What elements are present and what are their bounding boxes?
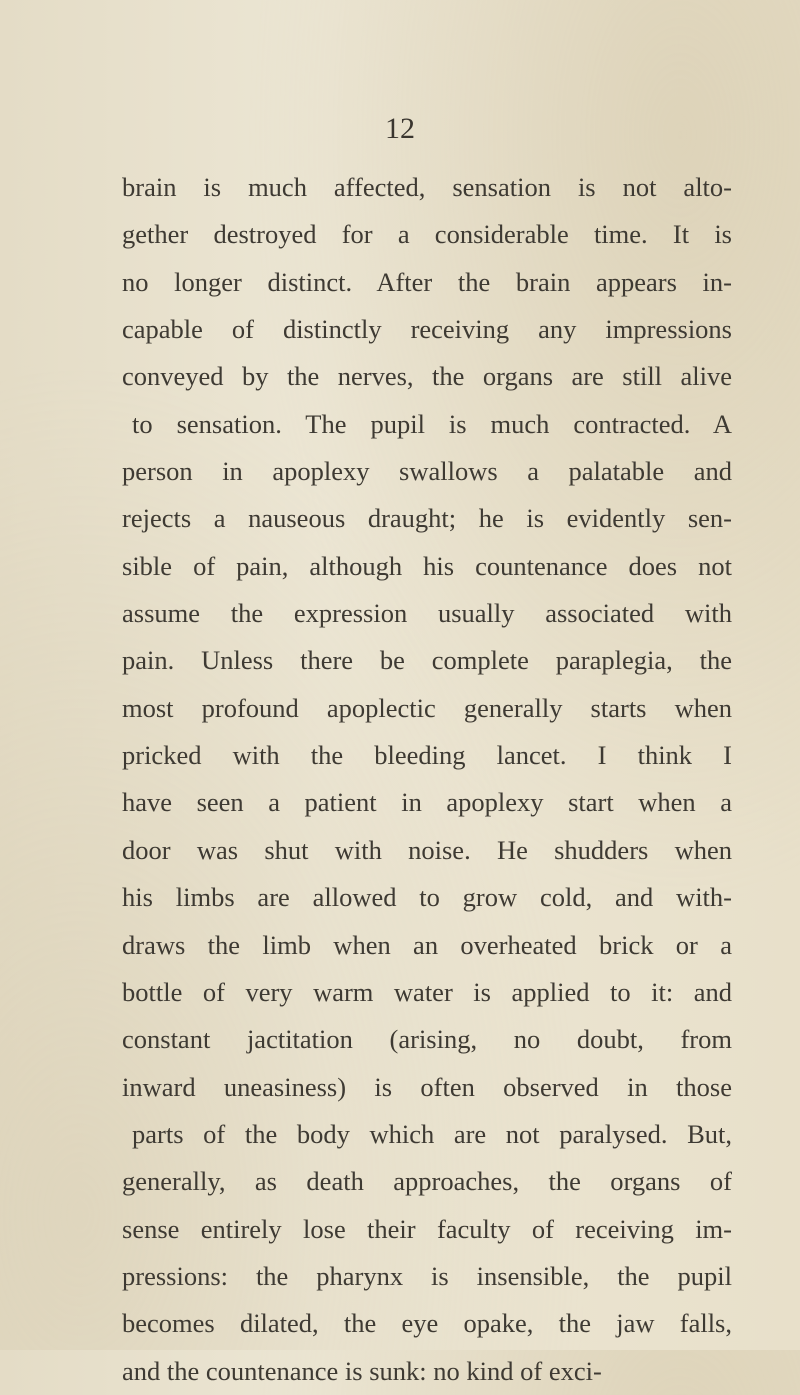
text-line: door was shut with noise. He shudders when <box>122 834 732 865</box>
text-line: draws the limb when an overheated brick or a <box>122 929 732 960</box>
text-line: assume the expression usually associated with <box>122 598 732 629</box>
text-line: conveyed by the nerves, the organs are still alive <box>122 361 732 392</box>
body-text <box>122 164 732 1395</box>
text-line: to sensation. The pupil is much contracted. A <box>132 408 732 439</box>
text-line: bottle of very warm water is applied to it: and <box>122 976 732 1007</box>
text-line: parts of the body which are not paralysed. But, <box>132 1118 732 1149</box>
page-number: 12 <box>385 112 415 145</box>
text-line: person in apoplexy swallows a palatable and <box>122 456 732 487</box>
text-line: inward uneasiness) is often observed in those <box>122 1071 732 1102</box>
text-line: rejects a nauseous draught; he is evidently sen- <box>122 503 732 534</box>
text-line: and the countenance is sunk: no kind of exci- <box>122 1355 602 1386</box>
text-line: capable of distinctly receiving any impressions <box>122 314 732 345</box>
text-line: pricked with the bleeding lancet. I think I <box>122 740 732 771</box>
text-line: brain is much affected, sensation is not alto- <box>122 172 732 202</box>
text-line: sible of pain, although his countenance does not <box>122 550 732 581</box>
text-line: becomes dilated, the eye opake, the jaw falls, <box>122 1308 732 1339</box>
text-line: sense entirely lose their faculty of receiving im- <box>122 1213 732 1244</box>
text-line: gether destroyed for a considerable time. It is <box>122 219 732 250</box>
text-line: no longer distinct. After the brain appears in- <box>122 266 732 297</box>
text-line: most profound apoplectic generally starts when <box>122 692 732 723</box>
text-line: have seen a patient in apoplexy start when a <box>122 787 732 818</box>
text-line: his limbs are allowed to grow cold, and with- <box>122 882 732 913</box>
text-line: constant jactitation (arising, no doubt, from <box>122 1024 732 1055</box>
text-line: pressions: the pharynx is insensible, the pupil <box>122 1260 732 1291</box>
text-line: pain. Unless there be complete paraplegia, the <box>122 645 732 676</box>
text-line: generally, as death approaches, the organs of <box>122 1166 732 1197</box>
